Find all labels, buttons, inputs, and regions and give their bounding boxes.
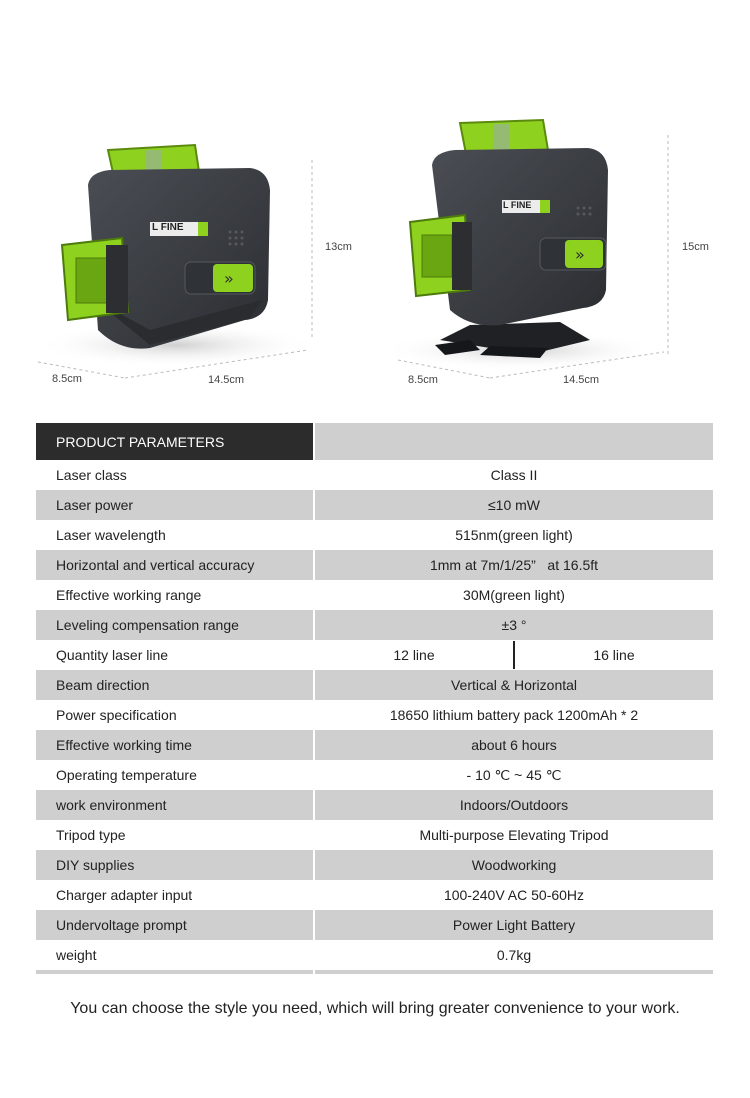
right-width-label: 14.5cm [563, 374, 600, 386]
row-value: 18650 lithium battery pack 1200mAh * 2 [389, 707, 639, 723]
left-height-label: 13cm [325, 241, 352, 253]
right-laser-level [380, 120, 668, 378]
table-row [36, 910, 713, 940]
table-row [36, 580, 713, 610]
row-label: Beam direction [36, 670, 313, 700]
table-row [36, 940, 713, 970]
product-illustration [0, 0, 750, 410]
table-row [36, 820, 713, 850]
row-value: Class II [490, 467, 538, 483]
row-label: Power specification [56, 707, 177, 723]
table-row [36, 490, 713, 520]
table-row [36, 550, 713, 580]
table-row [36, 760, 713, 790]
row-label: Charger adapter input [56, 887, 193, 903]
table-row [36, 730, 713, 760]
row-label: DIY supplies [36, 850, 313, 880]
row-value: - 10 ℃ ~ 45 ℃ [466, 766, 562, 783]
row-label: Leveling compensation range [36, 610, 313, 640]
table-header-title: PRODUCT PARAMETERS [36, 423, 313, 460]
right-brand-logo: L FINE [503, 200, 532, 210]
row-label: work environment [36, 790, 313, 820]
row-value: Vertical & Horizontal [315, 670, 713, 700]
row-value: Power Light Battery [315, 910, 713, 940]
row-value: 1mm at 7m/1/25” at 16.5ft [315, 550, 713, 580]
row-label: Undervoltage prompt [36, 910, 313, 940]
table-row [36, 880, 713, 910]
left-brand-logo: L FINE [152, 222, 184, 233]
row-value: 515nm(green light) [455, 527, 573, 543]
row-value: Woodworking [315, 850, 713, 880]
table-row [36, 700, 713, 730]
table-row [36, 460, 713, 490]
row-value-split [315, 640, 713, 670]
row-value: 30M(green light) [463, 587, 565, 603]
left-laser-level [35, 145, 315, 378]
row-label: Operating temperature [56, 767, 197, 783]
product-images [0, 0, 750, 410]
row-label: Tripod type [56, 827, 126, 843]
left-depth-label: 8.5cm [52, 373, 82, 385]
row-value: Indoors/Outdoors [315, 790, 713, 820]
table-row [36, 790, 713, 820]
row-label: Effective working time [36, 730, 313, 760]
row-label: Quantity laser line [56, 647, 169, 663]
row-label: Laser power [36, 490, 313, 520]
table-row [36, 850, 713, 880]
table-row [36, 670, 713, 700]
svg-text:»: » [224, 269, 234, 288]
row-value-b: 16 line [593, 647, 635, 663]
left-width-label: 14.5cm [208, 374, 245, 386]
row-value: ≤10 mW [315, 490, 713, 520]
right-height-label: 15cm [682, 241, 709, 253]
right-depth-label: 8.5cm [408, 374, 438, 386]
row-value: 100-240V AC 50-60Hz [443, 887, 585, 903]
table-row [36, 520, 713, 550]
row-label: Laser class [56, 467, 127, 483]
table-row [36, 610, 713, 640]
row-value: Multi-purpose Elevating Tripod [419, 827, 609, 843]
svg-text:»: » [575, 245, 585, 264]
row-label: Horizontal and vertical accuracy [36, 550, 313, 580]
table-header [36, 423, 713, 460]
row-label: Effective working range [56, 587, 202, 603]
row-value: ±3 ° [315, 610, 713, 640]
footer-caption: You can choose the style you need, which will bring greater convenience to your work. [70, 1000, 680, 1017]
row-value-a: 12 line [393, 647, 435, 663]
product-parameters-table [36, 423, 713, 974]
row-value: 0.7kg [496, 947, 532, 963]
row-label: Laser wavelength [56, 527, 166, 543]
table-row [36, 640, 713, 670]
row-label: weight [56, 947, 97, 963]
table-header-spacer [315, 423, 713, 460]
row-value: about 6 hours [315, 730, 713, 760]
table-bottom-rule [36, 970, 713, 974]
